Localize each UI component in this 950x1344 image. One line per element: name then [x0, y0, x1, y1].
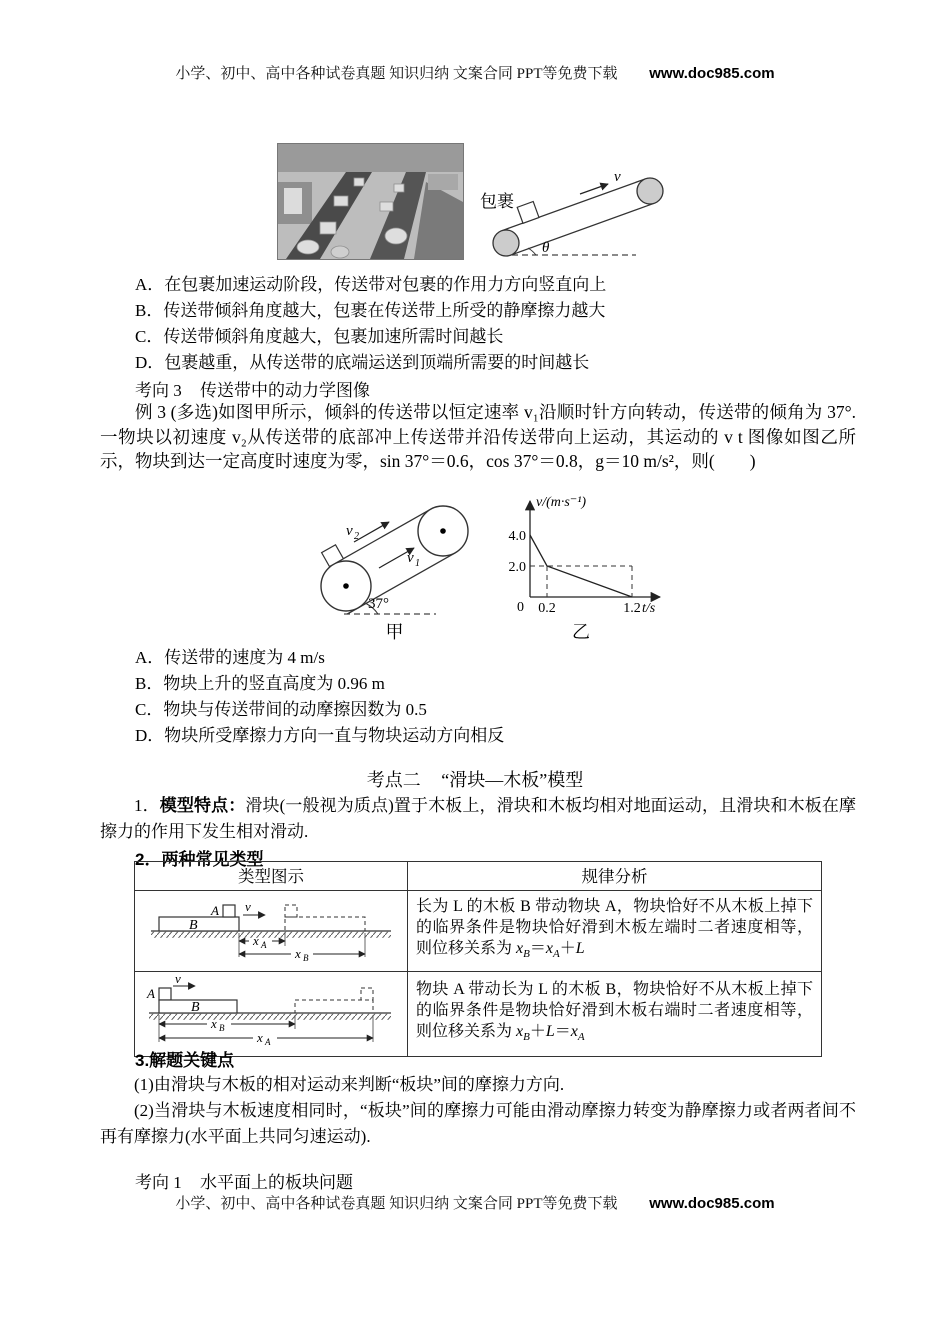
kaodian2-label: 考点二	[366, 770, 421, 790]
table-header-row	[135, 862, 822, 891]
lower-pulley-axle	[343, 583, 349, 589]
row2-text: 物块 A 带动长为 L 的木板 B，物块恰好不从木板上掉下的临界条件是物块恰好滑到木板右端时二者速度相等，则位移关系为	[416, 981, 813, 1041]
ground-hatch	[149, 1014, 391, 1020]
origin-label: 0	[517, 600, 524, 615]
block-A-label: A	[211, 903, 219, 918]
option-d: D．物块所受摩擦力方向一直与物块运动方向相反	[135, 726, 505, 745]
xa-label: x	[257, 1030, 263, 1045]
block-A	[159, 988, 171, 1000]
question1-figures	[0, 143, 950, 270]
footer-url-link[interactable]: www.doc985.com	[649, 1195, 775, 1212]
row1-analysis-cell	[408, 891, 822, 972]
ytick-2: 2.0	[508, 560, 526, 575]
ground-hatch	[151, 932, 391, 938]
option-c: C．物块与传送带间的动摩擦因数为 0.5	[135, 700, 427, 719]
angle-label: 37°	[368, 596, 389, 612]
row2-analysis-cell	[408, 972, 822, 1057]
kaoxiang1-title: 水平面上的板块问题	[200, 1173, 353, 1192]
question1-options	[135, 272, 606, 376]
model-text: 滑块(一般视为质点)置于木板上，滑块和木板均相对地面运动，且滑块和木板在摩擦力的作用下发生相对滑动.	[100, 796, 857, 841]
formula-op: ＝	[529, 940, 546, 958]
v2-sub: 2	[354, 531, 359, 542]
v2-label: v	[346, 523, 353, 539]
formula-var: x	[516, 1023, 524, 1041]
upper-roller	[637, 178, 663, 204]
option-a: A．传送带的速度为 4 m/s	[135, 648, 325, 667]
board-B-final	[285, 917, 365, 931]
conveyor-photo-art	[278, 144, 463, 259]
kaodian2-title: “滑块—木板”模型	[441, 770, 584, 790]
kaoxiang1-heading	[135, 1168, 353, 1193]
kaoxiang3-label: 考向 3	[135, 381, 182, 400]
conveyor-photo	[277, 143, 464, 260]
xtick-12: 1.2	[623, 601, 641, 616]
model-num: 1．	[134, 796, 160, 815]
col-header-analysis: 规律分析	[408, 862, 822, 891]
col-header-diagram: 类型图示	[135, 862, 408, 891]
kaodian2-heading	[0, 766, 950, 792]
block-A-final	[361, 988, 373, 1000]
option-a: A．在包裹加速运动阶段，传送带对包裹的作用力方向竖直向上	[135, 275, 607, 294]
vt-curve	[530, 535, 632, 597]
xb-sub: B	[219, 1023, 225, 1033]
option-b: B．物块上升的竖直高度为 0.96 m	[135, 674, 385, 693]
v-label: v	[175, 974, 181, 986]
two-types-heading: 2．两种常见类型	[135, 850, 264, 869]
block-A-label: A	[147, 986, 155, 1001]
page-header	[0, 62, 950, 83]
caption-jia: 甲	[385, 622, 404, 642]
footer-text: 小学、初中、高中各种试卷真题 知识归纳 文案合同 PPT等免费下载	[175, 1196, 618, 1212]
example3-paragraph: 例 3 (多选)如图甲所示，倾斜的传送带以恒定速率 v₁沿顺时针方向转动，传送带的倾角为 37°.一物块以初速度 v₂从传送带的底部冲上传送带并沿传送带向上运动，其运动的 v t 图像如图乙所示，物块到达一定高度时速度为零，sin 37°＝0.6，cos 37°＝0.8，g＝10 m/s²，则( )	[100, 402, 856, 471]
key-point-2: (2)当滑块与木板速度相同时，“板块”间的摩擦力可能由滑动摩擦力转变为静摩擦力或者两者间不再有摩擦力(水平面上共同匀速运动).	[100, 1101, 856, 1146]
block-A	[223, 905, 235, 917]
ytick-4: 4.0	[508, 529, 526, 544]
xtick-02: 0.2	[538, 601, 556, 616]
formula-op: ＝	[554, 1023, 571, 1041]
board-B	[159, 917, 239, 931]
types-table	[134, 861, 822, 1057]
upper-pulley-axle	[440, 528, 446, 534]
model-bold-label: 模型特点：	[159, 796, 246, 815]
xa-sub: A	[265, 1037, 271, 1047]
key-points-heading: 3.解题关键点	[135, 1051, 235, 1070]
board-B-label: B	[189, 918, 198, 933]
formula-sub: A	[577, 1031, 585, 1044]
board-B-final	[295, 1000, 373, 1013]
package-label: 包裹	[479, 192, 514, 211]
formula-var: x	[570, 1023, 578, 1041]
formula-sub: B	[523, 1031, 530, 1044]
xa-label: x	[253, 933, 259, 948]
formula-var: x	[545, 940, 553, 958]
key-point-1: (1)由滑块与木板的相对运动来判断“板块”间的摩擦力方向.	[134, 1075, 565, 1094]
xb-label: x	[211, 1016, 217, 1031]
board-B-label: B	[191, 1000, 200, 1015]
v1-label: v	[407, 550, 414, 566]
y-axis-label: v/(m·s⁻¹)	[536, 495, 587, 510]
row2-diagram	[145, 974, 397, 1048]
option-b: B．传送带倾斜角度越大，包裹在传送带上所受的静摩擦力越大	[135, 301, 606, 320]
v-label: v	[245, 899, 251, 914]
formula-var: x	[516, 940, 524, 958]
package-block	[517, 202, 539, 224]
caption-yi: 乙	[572, 622, 590, 642]
conveyor-diagram	[474, 155, 674, 270]
row1-text: 长为 L 的木板 B 带动物块 A，物块恰好不从木板上掉下的临界条件是物块恰好滑到木板左端时二者速度相等，则位移关系为	[416, 898, 813, 958]
xb-sub: B	[303, 953, 309, 963]
figure-yi-vt-graph	[490, 489, 672, 621]
block-A-final	[285, 905, 297, 917]
row1-diagram	[145, 893, 397, 963]
row1-diagram-cell	[135, 891, 408, 972]
option-d: D．包裹越重，从传送带的底端运送到顶端所需要的时间越长	[135, 353, 590, 372]
header-url-link[interactable]: www.doc985.com	[649, 65, 775, 82]
formula-sub: B	[523, 948, 530, 961]
v2-arrow	[354, 522, 389, 542]
header-text: 小学、初中、高中各种试卷真题 知识归纳 文案合同 PPT等免费下载	[175, 66, 618, 82]
table-row	[135, 972, 822, 1057]
angle-label: θ	[541, 240, 549, 256]
figure-jia-conveyor	[296, 494, 493, 620]
belt-velocity-label: v	[613, 169, 621, 185]
question2-options	[135, 645, 504, 749]
table-row	[135, 891, 822, 972]
row2-diagram-cell	[135, 972, 408, 1057]
formula-sub: A	[552, 948, 560, 961]
formula-var: L	[545, 1023, 555, 1041]
belt-velocity-arrow	[580, 184, 608, 194]
xb-label: x	[295, 946, 301, 961]
kaoxiang3-title: 传送带中的动力学图像	[200, 381, 370, 400]
option-c: C．传送带倾斜角度越大，包裹加速所需时间越长	[135, 327, 504, 346]
model-features-paragraph	[100, 793, 856, 845]
angle-arc	[528, 248, 536, 255]
x-axis-label: t/s	[642, 601, 656, 616]
formula-var: L	[575, 940, 585, 958]
formula-op: ＋	[529, 1023, 546, 1041]
kaoxiang1-label: 考向 1	[135, 1173, 182, 1192]
xa-sub: A	[261, 940, 267, 950]
page-footer	[0, 1192, 950, 1213]
lower-roller	[493, 230, 519, 256]
formula-op: ＋	[559, 940, 576, 958]
v1-sub: 1	[415, 558, 420, 569]
kaoxiang3-heading	[135, 376, 370, 401]
